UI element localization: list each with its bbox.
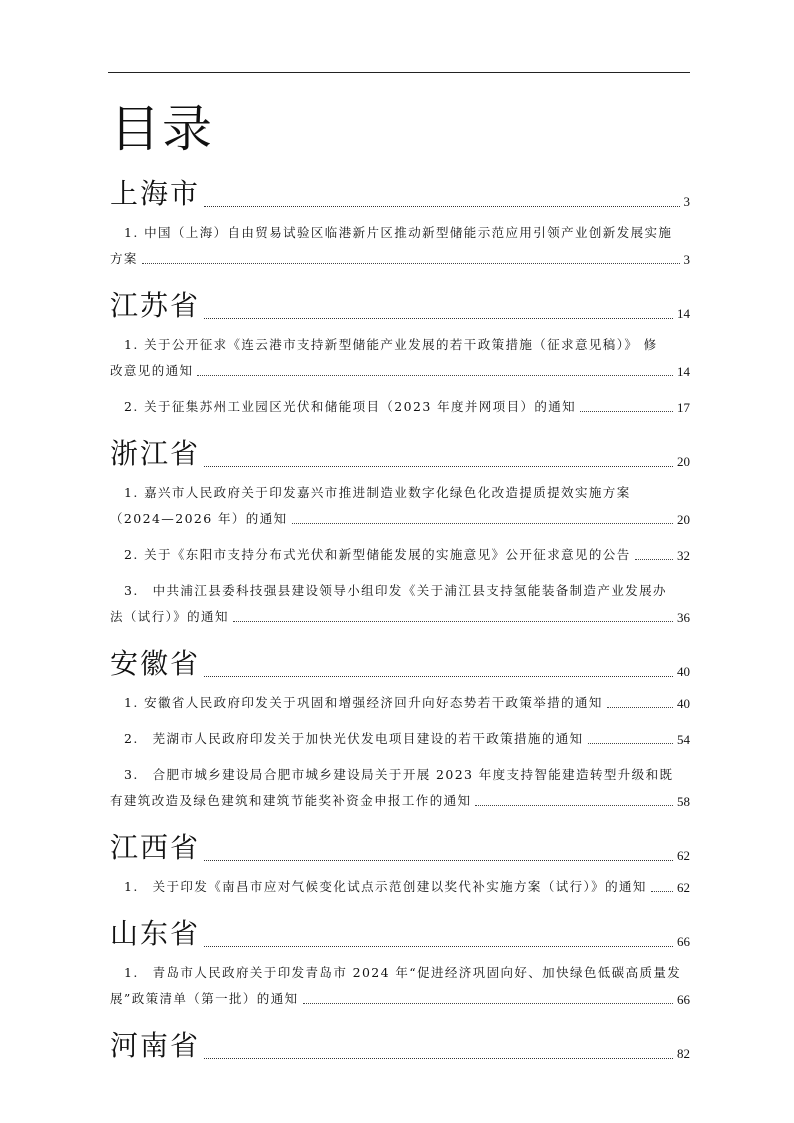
entry-list [110, 690, 690, 814]
dot-leader [204, 676, 673, 677]
dot-leader [607, 707, 673, 708]
entry-title-line: 法（试行）》的通知 [110, 609, 229, 624]
entry-title-line: 方案 [110, 251, 138, 266]
province-name: 江苏省 [110, 289, 201, 322]
toc-entry[interactable] [110, 690, 690, 716]
dot-leader [204, 466, 673, 467]
page-number: 20 [677, 454, 690, 469]
entry-title-line: 2. 芜湖市人民政府印发关于加快光伏发电项目建设的若干政策措施的通知 [124, 731, 584, 746]
toc-entry[interactable] [110, 578, 690, 630]
province-section [110, 432, 690, 630]
toc-entry[interactable] [110, 220, 690, 272]
header-rule [108, 72, 690, 73]
page-number: 32 [677, 548, 690, 563]
page-number: 3 [683, 194, 690, 209]
page-number: 17 [677, 400, 690, 415]
dot-leader [204, 946, 673, 947]
entry-list [110, 874, 690, 900]
province-heading[interactable] [110, 432, 690, 472]
dot-leader [588, 743, 673, 744]
dot-leader [233, 621, 673, 622]
province-heading[interactable] [110, 172, 690, 212]
province-heading[interactable] [110, 912, 690, 952]
entry-title-line: （2024—2026 年）的通知 [110, 511, 288, 526]
province-heading[interactable] [110, 1024, 690, 1064]
toc-entry[interactable] [110, 394, 690, 420]
province-name: 上海市 [110, 177, 201, 210]
province-section [110, 284, 690, 420]
entry-list [110, 480, 690, 630]
toc-entry[interactable] [110, 332, 690, 384]
dot-leader [204, 206, 679, 207]
page-number: 58 [677, 794, 690, 809]
page-number: 62 [677, 848, 690, 863]
province-heading[interactable] [110, 826, 690, 866]
dot-leader [475, 805, 673, 806]
dot-leader [142, 263, 680, 264]
toc-entry[interactable] [110, 762, 690, 814]
entry-title-line: 改意见的通知 [110, 363, 194, 378]
table-of-contents [110, 98, 690, 1064]
page-number: 62 [677, 880, 690, 895]
toc-entry[interactable] [110, 480, 690, 532]
province-heading[interactable] [110, 642, 690, 682]
entry-list [110, 220, 690, 272]
entry-title-line: 1. 青岛市人民政府关于印发青岛市 2024 年“促进经济巩固向好、加快绿色低碳高质量发 [124, 965, 682, 980]
province-name: 安徽省 [110, 647, 201, 680]
entry-title-line: 1. 嘉兴市人民政府关于印发嘉兴市推进制造业数字化绿色化改造提质提效实施方案 [124, 485, 631, 500]
entry-title-line: 3. 中共浦江县委科技强县建设领导小组印发《关于浦江县支持氢能装备制造产业发展办 [124, 583, 667, 598]
dot-leader [292, 523, 674, 524]
dot-leader [635, 559, 673, 560]
page-number: 40 [677, 664, 690, 679]
dot-leader [204, 1058, 673, 1059]
toc-entry[interactable] [110, 874, 690, 900]
province-section [110, 826, 690, 900]
page-number: 40 [677, 696, 690, 711]
toc-entry[interactable] [110, 960, 690, 1012]
province-section [110, 1024, 690, 1064]
province-section [110, 642, 690, 814]
province-name: 浙江省 [110, 437, 201, 470]
page-number: 14 [677, 306, 690, 321]
page-number: 36 [677, 610, 690, 625]
entry-title-line: 1. 中国（上海）自由贸易试验区临港新片区推动新型储能示范应用引领产业创新发展实施 [124, 225, 673, 240]
province-heading[interactable] [110, 284, 690, 324]
entry-title-line: 有建筑改造及绿色建筑和建筑节能奖补资金申报工作的通知 [110, 793, 472, 808]
province-section [110, 172, 690, 272]
entry-title-line: 1. 关于公开征求《连云港市支持新型储能产业发展的若干政策措施（征求意见稿）》 修 [124, 337, 658, 352]
page-number: 66 [677, 934, 690, 949]
entry-list [110, 960, 690, 1012]
province-name: 山东省 [110, 917, 201, 950]
page-number: 14 [677, 364, 690, 379]
province-section [110, 912, 690, 1012]
entry-title-line: 展”政策清单（第一批）的通知 [110, 991, 299, 1006]
dot-leader [197, 375, 673, 376]
page-number: 3 [683, 252, 690, 267]
dot-leader [204, 860, 673, 861]
entry-title-line: 2. 关于《东阳市支持分布式光伏和新型储能发展的实施意见》公开征求意见的公告 [124, 547, 631, 562]
province-name: 河南省 [110, 1029, 201, 1062]
dot-leader [651, 891, 673, 892]
entry-title-line: 1. 安徽省人民政府印发关于巩固和增强经济回升向好态势若干政策举措的通知 [124, 695, 603, 710]
dot-leader [580, 411, 673, 412]
toc-entry[interactable] [110, 542, 690, 568]
entry-list [110, 332, 690, 420]
entry-title-line: 2. 关于征集苏州工业园区光伏和储能项目（2023 年度并网项目）的通知 [124, 399, 577, 414]
page-number: 82 [677, 1046, 690, 1061]
province-list [110, 172, 690, 1064]
dot-leader [204, 318, 673, 319]
dot-leader [303, 1003, 674, 1004]
page-title: 目录 [110, 100, 214, 158]
entry-title-line: 1. 关于印发《南昌市应对气候变化试点示范创建以奖代补实施方案（试行）》的通知 [124, 879, 647, 894]
page-number: 20 [677, 512, 690, 527]
toc-entry[interactable] [110, 726, 690, 752]
page-number: 54 [677, 732, 690, 747]
province-name: 江西省 [110, 831, 201, 864]
page-number: 66 [677, 992, 690, 1007]
entry-title-line: 3. 合肥市城乡建设局合肥市城乡建设局关于开展 2023 年度支持智能建造转型升级和既 [124, 767, 674, 782]
